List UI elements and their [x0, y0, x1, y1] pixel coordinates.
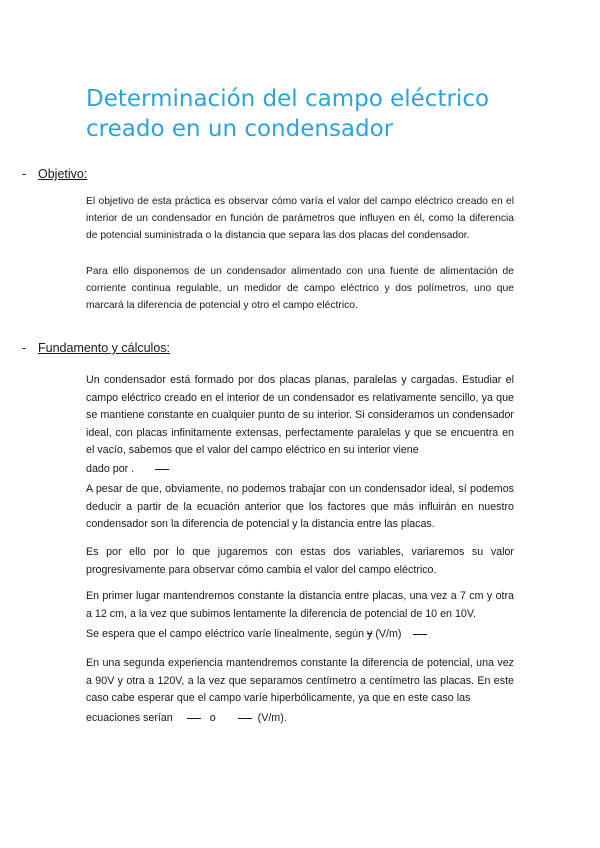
equation-units: (V/m): [375, 628, 402, 640]
equation-lead-text: Se espera que el campo eléctrico varíe linealmente, según: [86, 628, 365, 640]
equation-variable: y: [367, 628, 373, 640]
list-marker: -: [22, 341, 27, 355]
fundamento-paragraph-3: Es por ello por lo que jugaremos con estas dos variables, variaremos su valor progresivamente para observar cómo cambia el valor del campo eléctrico.: [86, 546, 514, 576]
fundamento-paragraph-1: Un condensador está formado por dos placas planas, paralelas y cargadas. Estudiar el campo eléctrico creado en el interior de un condensador es relativamente sencillo, ya que se mantiene constante en cualquier punto de su interior. Si consideramos un condensador ideal, con placas infinitamente extensas, perfectamente paralelas y que se encuentra en el vacío, sabemos que el valor del campo eléctrico en su interior viene: [86, 374, 514, 456]
equation-connector: o: [209, 712, 216, 724]
fundamento-equation-line-1: [86, 461, 514, 479]
equation-lead-text: dado por .: [86, 463, 135, 475]
fraction-bar: [155, 469, 169, 470]
fundamento-equation-line-2: [86, 626, 514, 644]
fundamento-paragraph-5: En una segunda experiencia mantendremos constante la diferencia de potencial, una vez a 90V y otra a 120V, a la vez que separamos centímetro a centímetro las placas. En este caso cabe esperar que el campo varíe hiperbólicamente, ya que en este caso las: [86, 657, 514, 704]
fraction-bar: [413, 634, 427, 635]
equation-lead-text: ecuaciones serían: [86, 712, 173, 724]
fraction-bar: [238, 718, 252, 719]
section-heading-label: Fundamento y cálculos:: [38, 341, 171, 355]
section-heading-fundamento: [22, 341, 170, 355]
fundamento-equation-line-3: [86, 710, 514, 728]
section-heading-label: Objetivo:: [38, 167, 88, 181]
section-heading-objetivo: [22, 167, 87, 181]
fraction-bar: [187, 718, 201, 719]
fundamento-paragraph-2: A pesar de que, obviamente, no podemos trabajar con un condensador ideal, sí podemos deducir a partir de la ecuación anterior que los factores que más influirán en nuestro condensador son la diferencia de potencial y la distancia entre las placas.: [86, 483, 514, 530]
equation-units: (V/m).: [257, 712, 287, 724]
page-title: Determinación del campo eléctrico creado en un condensador: [86, 86, 490, 142]
fundamento-paragraph-4: En primer lugar mantendremos constante la distancia entre placas, una vez a 7 cm y otra a 12 cm, a la vez que subimos lentamente la diferencia de potencial de 10 en 10V.: [86, 590, 514, 620]
objetivo-paragraph-2: Para ello disponemos de un condensador alimentado con una fuente de alimentación de corriente continua regulable, un medidor de campo eléctrico y dos polímetros, uno que marcará la diferencia de potencial y otro el campo eléctrico.: [86, 266, 514, 312]
list-marker: -: [22, 167, 27, 181]
objetivo-paragraph-1: El objetivo de esta práctica es observar cómo varía el valor del campo eléctrico creado en el interior de un condensador en función de parámetros que influyen en él, como la diferencia de potencial suministrada o la distancia que separa las dos placas del condensador.: [86, 196, 514, 242]
